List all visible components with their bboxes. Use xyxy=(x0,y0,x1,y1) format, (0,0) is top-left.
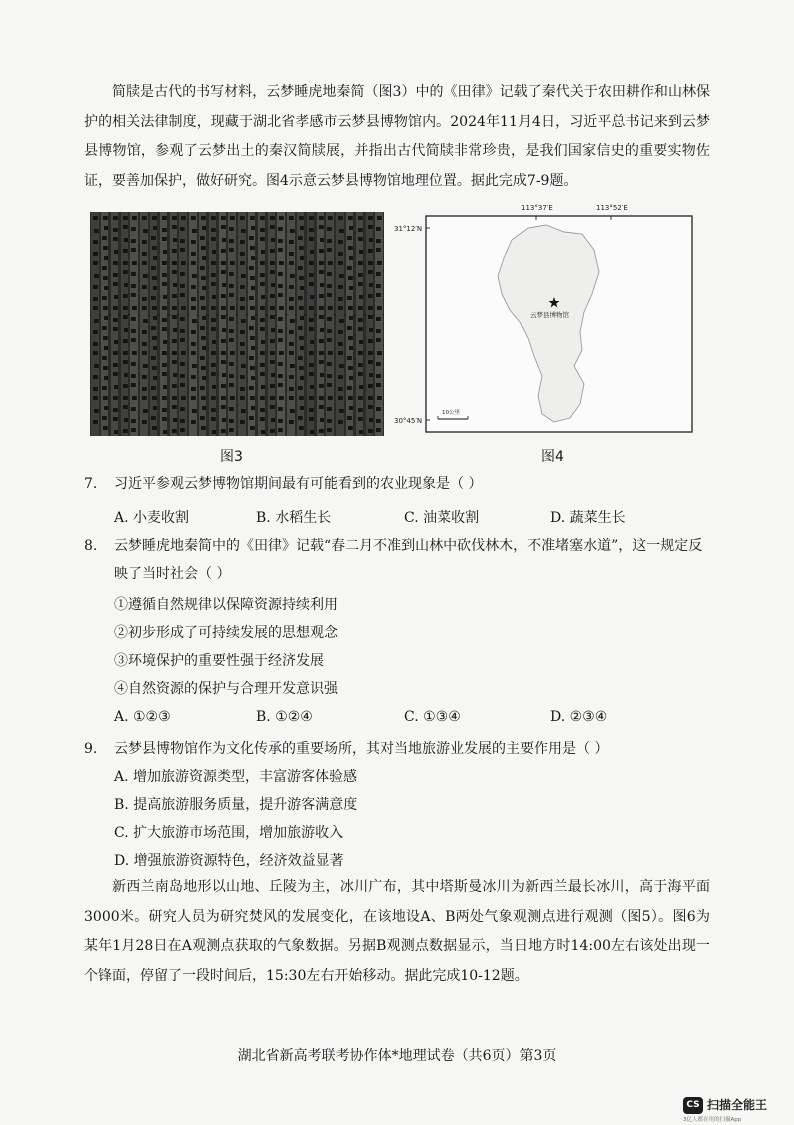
bamboo-slip xyxy=(228,212,235,436)
passage-10-12: 新西兰南岛地形以山地、丘陵为主，冰川广布，其中塔斯曼冰川为新西兰最长冰川，高于海平面3000米。研究人员为研究焚风的发展变化，在该地设A、B两处气象观测点进行观测（图5）。图6为某年1月28日在A观测点获取的气象数据。另据B观测点数据显示，当日地方时14:00左右该处出现一个锋面，停留了一段时间后，15:30左右开始移动。据此完成10-12题。 xyxy=(84,879,710,984)
question-number: 8. xyxy=(84,538,98,554)
bamboo-slip xyxy=(375,212,382,436)
option-d: D. 蔬菜生长 xyxy=(550,510,626,526)
bamboo-slip xyxy=(121,212,128,436)
statement-1: ①遵循自然规律以保障资源持续利用 xyxy=(114,597,338,613)
bamboo-slip xyxy=(130,212,137,436)
longitude-label-left: 113°37′E xyxy=(521,204,553,212)
bamboo-slip xyxy=(91,212,98,436)
bamboo-slip xyxy=(287,212,294,436)
option-c: C. ①③④ xyxy=(404,709,461,725)
scanner-logo-icon: CS xyxy=(683,1097,703,1114)
museum-label: 云梦县博物馆 xyxy=(530,311,569,319)
option-a: A. ①②③ xyxy=(114,709,171,725)
bamboo-slip xyxy=(101,212,108,436)
option-row xyxy=(114,703,714,731)
statement-2: ②初步形成了可持续发展的思想观念 xyxy=(114,625,338,641)
museum-location-map xyxy=(394,198,694,438)
bamboo-slip xyxy=(209,212,216,436)
bamboo-slip xyxy=(317,212,324,436)
bamboo-slip xyxy=(366,212,373,436)
bamboo-slip xyxy=(170,212,177,436)
bamboo-slip xyxy=(336,212,343,436)
option-b: B. ①②④ xyxy=(256,709,313,725)
bamboo-slips-photo xyxy=(90,212,384,436)
option-row xyxy=(114,504,714,532)
question-stem: 云梦睡虎地秦简中的《田律》记载“春二月不准到山林中砍伐林木，不准堵塞水道”，这一规定反映了当时社会（ ） xyxy=(114,538,703,582)
option-c: C. 扩大旅游市场范围，增加旅游收入 xyxy=(114,825,344,841)
bamboo-slip xyxy=(356,212,363,436)
page-footer: 湖北省新高考联考协作体*地理试卷（共6页）第3页 xyxy=(237,1048,557,1064)
bamboo-slip xyxy=(238,212,245,436)
scanner-name: 扫描全能王 xyxy=(707,1098,768,1112)
intro-passage: 简牍是古代的书写材料，云梦睡虎地秦简（图3）中的《田律》记载了秦代关于农田耕作和山林保护的相关法律制度，现藏于湖北省孝感市云梦县博物馆内。2024年11月4日，习近平总书记来到云梦县博物馆，参观了云梦出土的秦汉简牍展，并指出古代简牍非常珍贵，是我们国家信史的重要实物佐证，要善加保护，做好研究。图4示意云梦县博物馆地理位置。据此完成7-9题。 xyxy=(84,84,710,189)
longitude-label-right: 113°52′E xyxy=(596,204,628,212)
option-d: D. ②③④ xyxy=(550,709,608,725)
question-number: 9. xyxy=(84,741,98,757)
statement-3: ③环境保护的重要性强于经济发展 xyxy=(114,653,324,669)
bamboo-slip xyxy=(199,212,206,436)
option-b: B. 提高旅游服务质量，提升游客满意度 xyxy=(114,797,358,813)
bamboo-slip xyxy=(268,212,275,436)
latitude-label-bottom: 30°45′N xyxy=(394,417,423,425)
bamboo-slip xyxy=(160,212,167,436)
question-7 xyxy=(84,470,714,532)
bamboo-slip xyxy=(150,212,157,436)
statement-4: ④自然资源的保护与合理开发意识强 xyxy=(114,681,338,697)
bamboo-slip xyxy=(277,212,284,436)
bamboo-slip xyxy=(258,212,265,436)
figure-4-caption: 图4 xyxy=(541,449,564,465)
bamboo-slip xyxy=(140,212,147,436)
bamboo-slip xyxy=(179,212,186,436)
bamboo-slip xyxy=(297,212,304,436)
scanner-tagline: 3亿人都在用的扫描App xyxy=(683,1117,742,1123)
bamboo-slip xyxy=(248,212,255,436)
question-stem: 习近平参观云梦博物馆期间最有可能看到的农业现象是（ ） xyxy=(114,476,483,492)
option-d: D. 增强旅游资源特色，经济效益显著 xyxy=(114,853,344,869)
question-8 xyxy=(84,532,714,731)
option-b: B. 水稻生长 xyxy=(256,510,332,526)
question-9 xyxy=(84,735,714,875)
bamboo-slip xyxy=(326,212,333,436)
bamboo-slip xyxy=(189,212,196,436)
scanner-watermark xyxy=(683,1097,783,1123)
bamboo-slip xyxy=(111,212,118,436)
bamboo-slip xyxy=(307,212,314,436)
figure-3-caption: 图3 xyxy=(220,449,243,465)
bamboo-slip xyxy=(346,212,353,436)
latitude-label-top: 31°12′N xyxy=(394,225,423,233)
option-c: C. 油菜收割 xyxy=(404,510,480,526)
option-a: A. 小麦收割 xyxy=(114,510,190,526)
option-a: A. 增加旅游资源类型，丰富游客体验感 xyxy=(114,769,358,785)
bamboo-slip xyxy=(219,212,226,436)
question-number: 7. xyxy=(84,476,98,492)
question-stem: 云梦县博物馆作为文化传承的重要场所，其对当地旅游业发展的主要作用是（ ） xyxy=(114,741,609,757)
scale-label: 10公里 xyxy=(442,410,460,416)
